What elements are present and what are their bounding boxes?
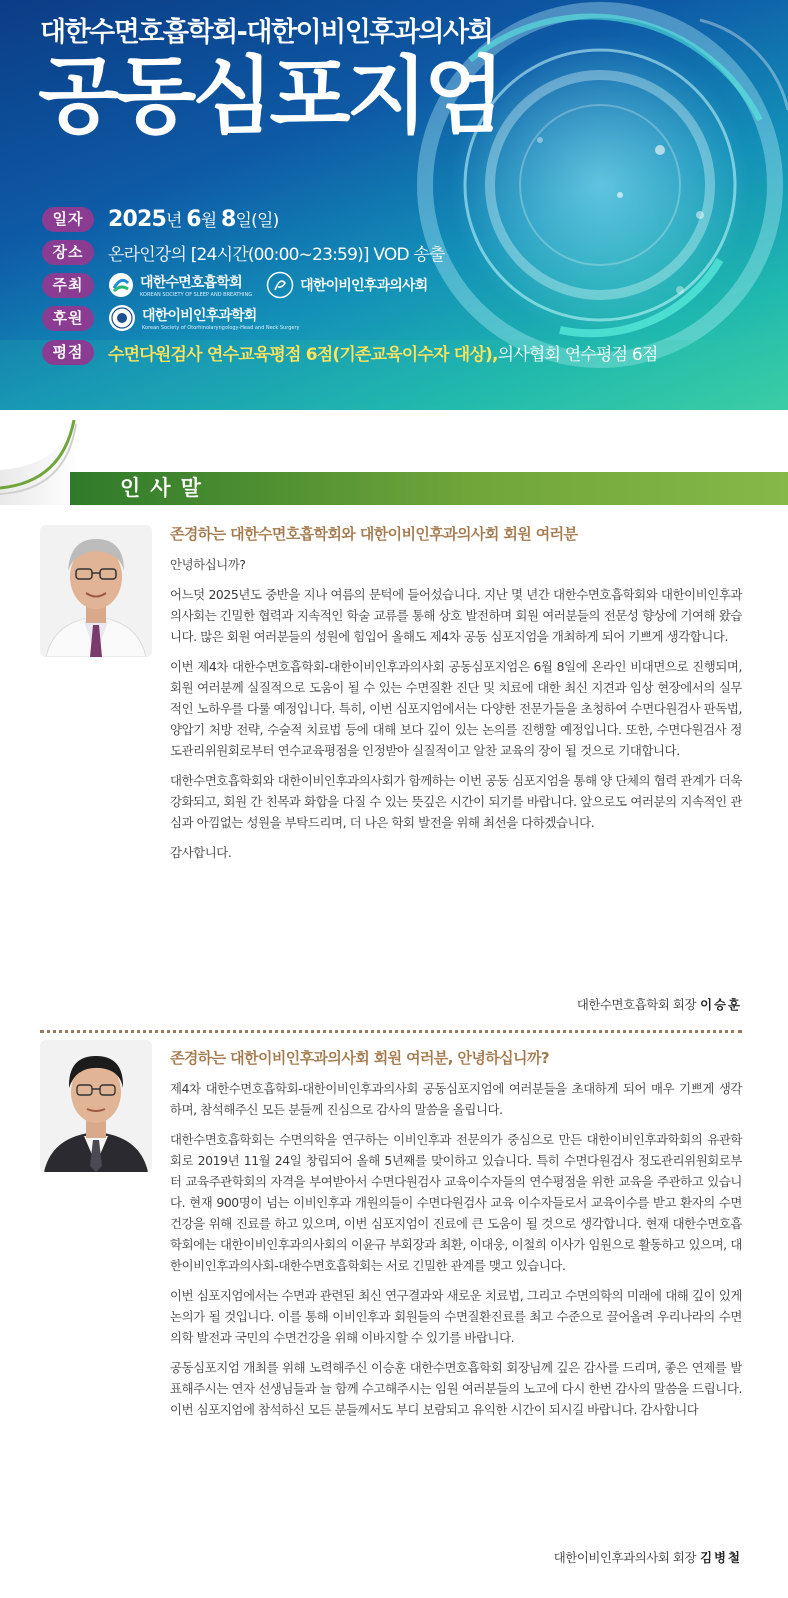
greeting2-paragraph: 이번 심포지엄에서는 수면과 관련된 최신 연구결과와 새로운 치료법, 그리고 수면의학의 미래에 대해 깊이 있게 논의가 될 것입니다. 이를 통해 이비인후과 회원들의 수면질환진료를 최고 수준으로 끌어올려 우리나라의 수면의학 발전과 국민의 수면건강을 위해 이바지할 수 있기를 바랍니다. <box>170 1288 742 1345</box>
host-label: 주최 <box>42 273 94 298</box>
info-row-venue <box>42 238 445 266</box>
greeting1-body <box>170 523 742 872</box>
date-label: 일자 <box>42 207 94 232</box>
signature2-name: 김병철 <box>700 1550 742 1565</box>
host-logo-ent-association <box>266 271 427 299</box>
sponsor-org-name: 대한이비인후과학회 <box>142 308 257 324</box>
info-row-date <box>42 205 278 233</box>
host-org1-name: 대한수면호흡학회 <box>140 275 242 291</box>
greeting2-heading: 존경하는 대한이비인후과의사회 회원 여러분, 안녕하십니까? <box>170 1049 549 1067</box>
greeting2-paragraph: 공동심포지엄 개최를 위해 노력해주신 이승훈 대한수면호흡학회 회장님께 깊은 감사를 드리며, 좋은 연제를 발표해주시는 연자 선생님들과 늘 함께 수고해주시는 임원 여러분들의 노고에 다시 한번 감사의 말씀을 드립니다. 이번 심포지엄에 참석하신 모든 분들께서도 부디 보람되고 유익한 시간이 되시길 바랍니다. 감사합니다 <box>170 1360 742 1417</box>
greeting2-signature <box>554 1548 742 1566</box>
section-title: 인사말 <box>120 476 211 500</box>
credit-label: 평점 <box>42 340 94 365</box>
sponsor-logo-ent-society <box>108 304 299 332</box>
ent-association-logo-icon <box>266 271 294 299</box>
president1-photo <box>40 525 152 657</box>
portrait-president2 <box>40 1040 152 1172</box>
venue-label: 장소 <box>42 240 94 265</box>
greeting1-paragraph: 안녕하십니까? <box>170 557 246 572</box>
venue-value: 온라인강의 [24시간(00:00~23:59)] VOD 송출 <box>108 244 445 265</box>
greeting2-paragraph: 제4차 대한수면호흡학회-대한이비인후과의사회 공동심포지엄에 여러분들을 초대하게 되어 매우 기쁘게 생각하며, 참석해주신 모든 분들께 진심으로 감사의 말씀을 올립니다. <box>170 1081 742 1117</box>
info-row-sponsor <box>42 304 313 332</box>
signature1-org: 대한수면호흡학회 회장 <box>576 997 697 1012</box>
info-row-credit <box>42 338 658 366</box>
sponsor-org-sub: Korean Society of Otorhinolaryngology-Head and Neck Surgery <box>142 325 300 331</box>
greeting1-paragraph: 대한수면호흡학회와 대한이비인후과의사회가 함께하는 이번 공동 심포지엄을 통해 양 단체의 협력 관계가 더욱 강화되고, 회원 간 친목과 화합을 다질 수 있는 뜻깊은 시간이 되기를 바랍니다. 앞으로도 여러분의 지속적인 관심과 아낌없는 성원을 부탁드리며, 더 나은 학회 발전을 위해 최선을 다하겠습니다. <box>170 773 742 830</box>
greeting1-heading: 존경하는 대한수면호흡학회와 대한이비인후과의사회 회원 여러분 <box>170 525 578 543</box>
date-value: 2025년 6월 8일(일) <box>108 207 279 232</box>
president2-photo <box>40 1040 152 1172</box>
signature1-name: 이승훈 <box>700 997 742 1012</box>
banner-subtitle: 대한수면호흡학회-대한이비인후과의사회 <box>40 17 493 48</box>
greeting2-paragraph: 대한수면호흡학회는 수면의학을 연구하는 이비인후과 전문의가 중심으로 만든 대한이비인후과학회의 유관학회로 2019년 11월 24일 창립되어 올해 5년째를 맞이하고 있습니다. 특히 수면다원검사 정도관리위원회로부터 교육주관학회의 자격을 부여받아서 수면다원검사 교육이수자들의 연수평점을 위한 교육을 주관하고 있습니다. 현재 900명이 넘는 이비인후과 개원의들이 수면다원검사 교육 이수자들로서 교육이수를 받고 환자의 수면건강을 위해 진료를 하고 있으며, 이번 심포지엄이 진료에 큰 도움이 될 것으로 생각합니다. 현재 대한수면호흡학회에는 대한이비인후과의사회의 이윤규 부회장과 최환, 이대웅, 이철희 이사가 임원으로 활동하고 있으며, 대한이비인후과의사회-대한수면호흡학회는 서로 긴밀한 관계를 맺고 있습니다. <box>170 1132 742 1273</box>
ent-society-seal-icon <box>108 304 136 332</box>
host-org2-name: 대한이비인후과의사회 <box>300 278 428 294</box>
sleep-society-logo-icon <box>108 272 134 298</box>
signature2-org: 대한이비인후과의사회 회장 <box>553 1550 697 1565</box>
symposium-banner <box>0 0 788 410</box>
credit-rest: 의사협회 연수평점 6점 <box>497 344 658 365</box>
greeting2-body <box>170 1047 742 1429</box>
greeting1-paragraph: 어느덧 2025년도 중반을 지나 여름의 문턱에 들어섰습니다. 지난 몇 년간 대한수면호흡학회와 대한이비인후과의사회는 긴밀한 협력과 지속적인 학술 교류를 통해 상호 발전하며 회원 여러분들의 전문성 향상에 기여해 왔습니다. 많은 회원 여러분들의 성원에 힘입어 올해도 제4차 공동 심포지엄을 개최하게 되어 기쁘게 생각합니다. <box>170 587 742 644</box>
dotted-divider <box>40 1030 742 1033</box>
sponsor-label: 후원 <box>42 306 94 331</box>
host-org1-sub: KOREAN SOCIETY OF SLEEP AND BREATHING <box>140 292 253 298</box>
greeting1-signature <box>577 995 742 1013</box>
greeting1-paragraph: 감사합니다. <box>170 845 232 860</box>
info-row-host <box>42 271 441 299</box>
host-logo-sleep-society <box>108 272 252 298</box>
greeting1-paragraph: 이번 제4차 대한수면호흡학회-대한이비인후과의사회 공동심포지엄은 6월 8일에 온라인 비대면으로 진행되며, 회원 여러분께 실질적으로 도움이 될 수 있는 수면질환 진단 및 치료에 대한 최신 지견과 임상 현장에서의 실무적인 노하우를 다룰 예정입니다. 특히, 이번 심포지엄에서는 다양한 전문가들을 초청하여 수면다원검사 판독법, 양압기 처방 전략, 수술적 치료법 등에 대해 보다 깊이 있는 논의를 진행할 예정입니다. 또한, 수면다원검사 정도관리위원회로부터 연수교육평점을 인정받아 실질적이고 알찬 교육의 장이 될 것으로 기대합니다. <box>170 659 742 758</box>
banner-title: 공동심포지엄 <box>38 47 501 145</box>
portrait-president1 <box>40 525 152 657</box>
greeting-section-header <box>0 410 788 510</box>
credit-highlight: 수면다원검사 연수교육평점 6점(기존교육이수자 대상), <box>108 344 498 365</box>
